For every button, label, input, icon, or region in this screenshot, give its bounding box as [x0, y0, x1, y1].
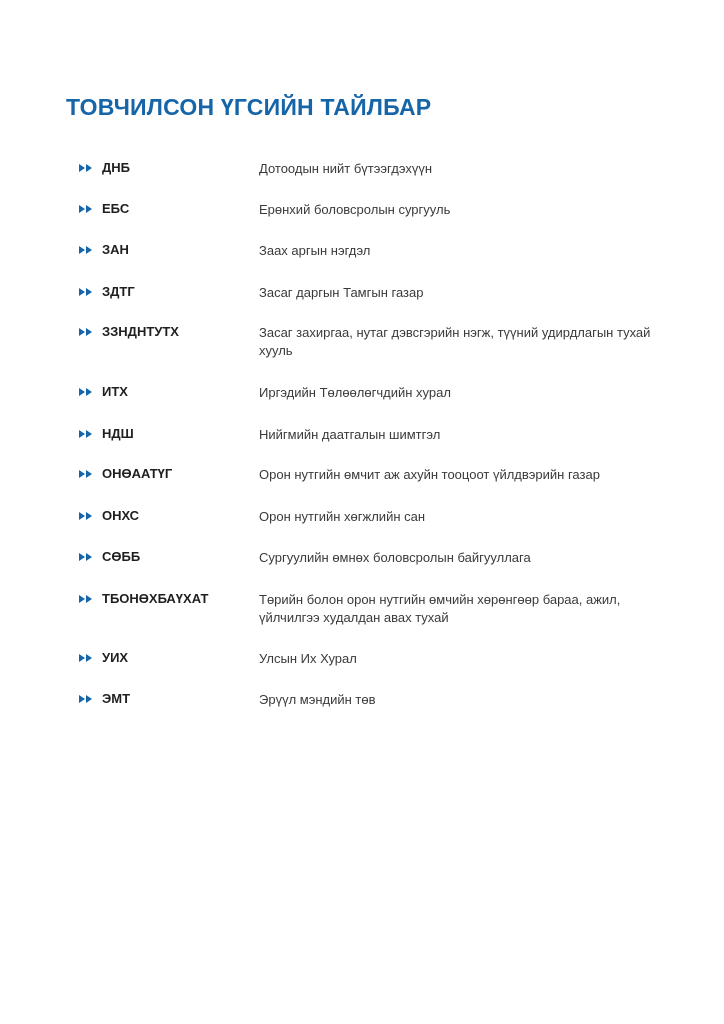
abbreviation-definition: Төрийн болон орон нутгийн өмчийн хөрөнгөөр бараа, ажил, үйлчилгээ худалдан авах тухай	[259, 592, 621, 625]
double-chevron-right-icon	[79, 470, 93, 478]
double-chevron-right-icon	[79, 695, 93, 703]
abbreviation-term: ЭМТ	[102, 691, 131, 706]
abbreviation-definition: Засаг захиргаа, нутаг дэвсгэрийн нэгж, түүний удирдлагын тухай хууль	[259, 325, 651, 358]
abbreviation-term: ЗДТГ	[102, 284, 135, 299]
abbreviation-definition: Орон нутгийн хөгжлийн сан	[259, 509, 426, 524]
abbreviation-definition: Орон нутгийн өмчит аж ахуйн тооцоот үйлдвэрийн газар	[259, 467, 600, 482]
double-chevron-right-icon	[79, 288, 93, 296]
abbreviation-definition: Заах аргын нэгдэл	[259, 243, 371, 258]
double-chevron-right-icon	[79, 328, 93, 336]
double-chevron-right-icon	[79, 164, 93, 172]
abbreviation-term: НДШ	[102, 426, 134, 441]
abbreviation-definition: Сургуулийн өмнөх боловсролын байгууллага	[259, 550, 531, 565]
double-chevron-right-icon	[79, 553, 93, 561]
abbreviation-definition: Иргэдийн Төлөөлөгчдийн хурал	[259, 385, 451, 400]
abbreviation-term: ТБОНӨХБАҮХАТ	[102, 591, 209, 606]
abbreviation-term: ИТХ	[102, 384, 128, 399]
page-title: ТОВЧИЛСОН ҮГСИЙН ТАЙЛБАР	[66, 94, 432, 120]
abbreviation-definition: Улсын Их Хурал	[259, 651, 357, 666]
abbreviation-definition: Ерөнхий боловсролын сургууль	[259, 202, 451, 217]
double-chevron-right-icon	[79, 246, 93, 254]
abbreviation-term: ОНӨААТҮГ	[102, 466, 173, 481]
double-chevron-right-icon	[79, 388, 93, 396]
abbreviation-term: ОНХС	[102, 508, 140, 523]
abbreviation-term: СӨББ	[102, 549, 141, 564]
double-chevron-right-icon	[79, 512, 93, 520]
abbreviation-term: ЗЗНДНТУТХ	[102, 324, 179, 339]
abbreviation-term: ЗАН	[102, 242, 129, 257]
double-chevron-right-icon	[79, 654, 93, 662]
double-chevron-right-icon	[79, 430, 93, 438]
double-chevron-right-icon	[79, 595, 93, 603]
abbreviation-definition: Нийгмийн даатгалын шимтгэл	[259, 427, 441, 442]
abbreviation-term: ЕБС	[102, 201, 130, 216]
double-chevron-right-icon	[79, 205, 93, 213]
abbreviation-term: УИХ	[102, 650, 129, 665]
abbreviation-definition: Дотоодын нийт бүтээгдэхүүн	[259, 161, 433, 176]
abbreviation-term: ДНБ	[102, 160, 130, 175]
abbreviation-definition: Эрүүл мэндийн төв	[259, 692, 376, 707]
abbreviation-definition: Засаг даргын Тамгын газар	[259, 285, 424, 300]
